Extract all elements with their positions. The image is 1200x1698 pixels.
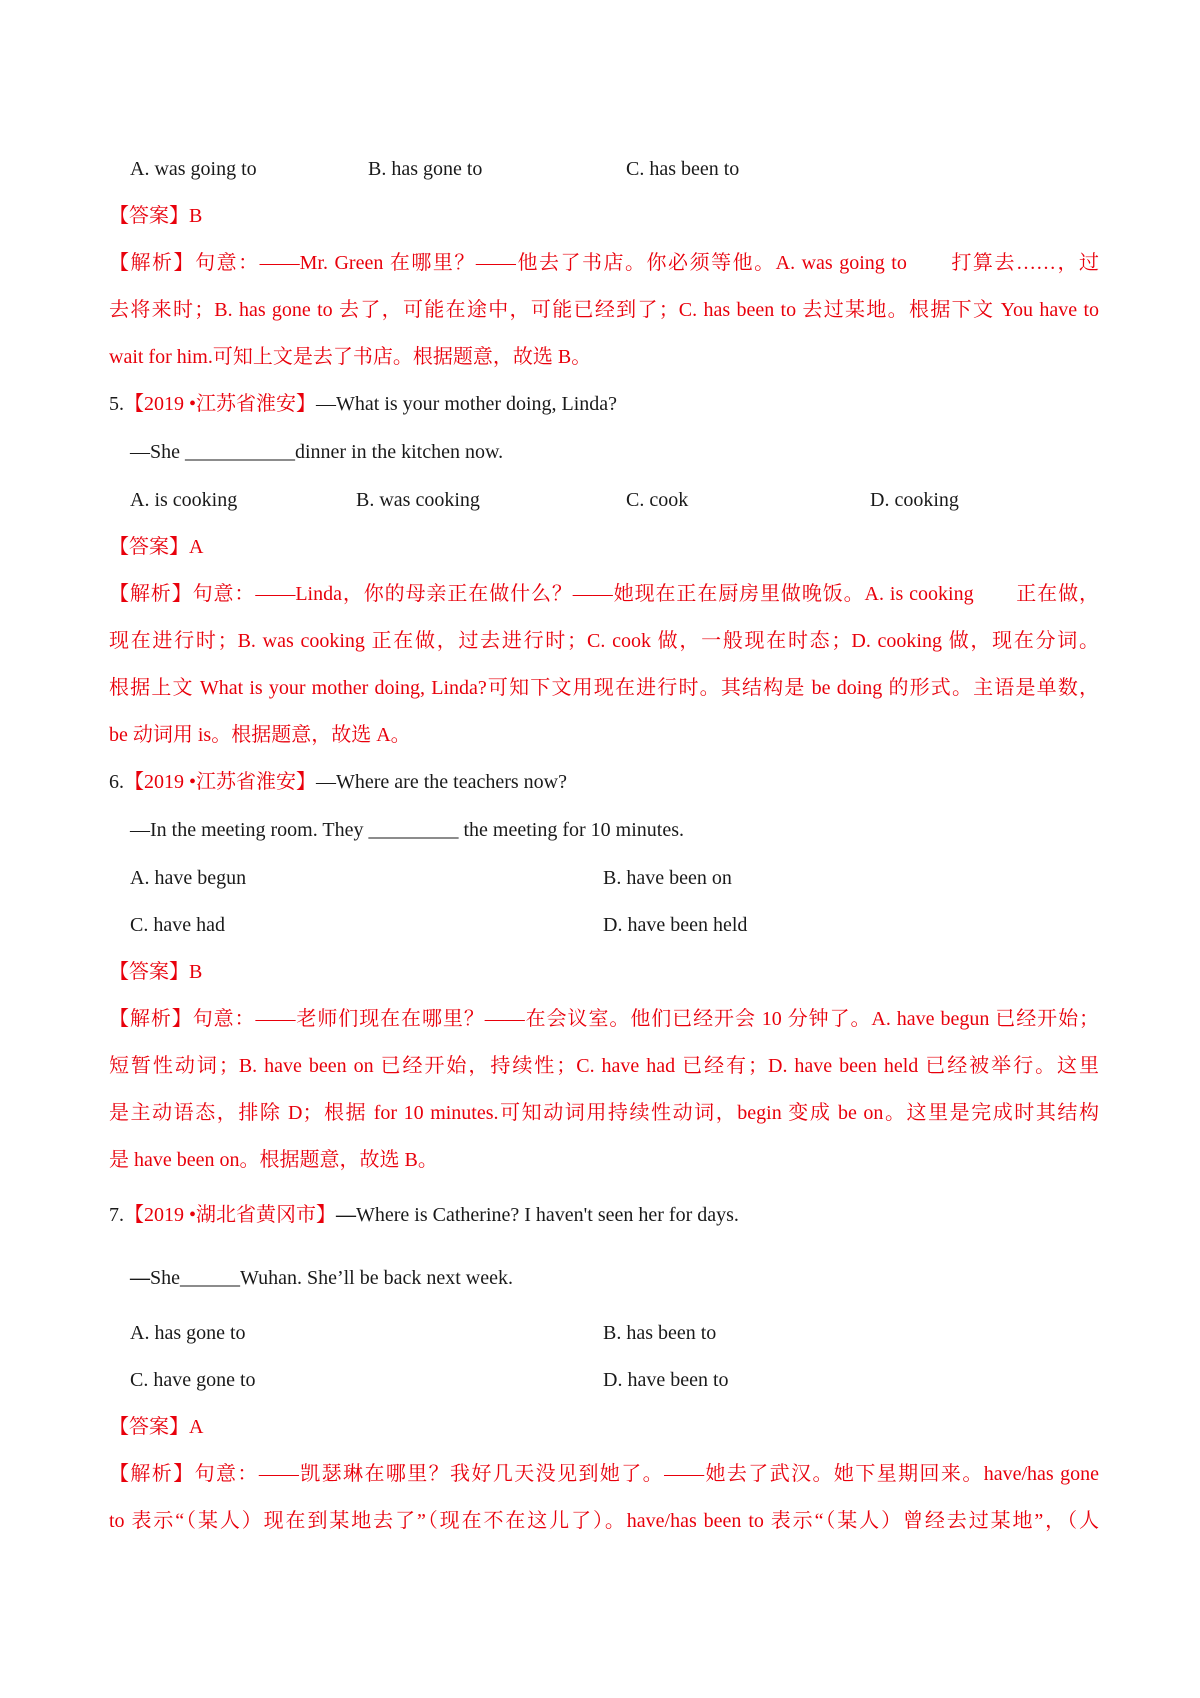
q5-source: 【2019 •江苏省淮安】 xyxy=(124,393,317,415)
q4-analysis-line-3: wait for him.可知上文是去了书店。根据题意，故选 B。 xyxy=(109,346,592,368)
q5-question xyxy=(109,392,1099,416)
q5-analysis-line-1: 【解析】句意：——Linda，你的母亲正在做什么？——她现在正在厨房里做晚饭。A. is cooking 正在做， xyxy=(109,583,1099,605)
q6-analysis-line-2: 短暂性动词；B. have been on 已经开始，持续性；C. have had 已经有；D. have been held 已经被举行。这里 xyxy=(109,1055,1099,1077)
q6-option-b: B. have been on xyxy=(603,867,732,889)
q7-number: 7. xyxy=(109,1204,124,1226)
q7-source: 【2019 •湖北省黄冈市】 xyxy=(124,1204,337,1226)
q7-option-d: D. have been to xyxy=(603,1369,729,1391)
q6-option-d: D. have been held xyxy=(603,914,748,936)
q5-question-text: —What is your mother doing, Linda? xyxy=(316,393,618,415)
q7-analysis-line-1: 【解析】句意：——凯瑟琳在哪里？我好几天没见到她了。——她去了武汉。她下星期回来。have/has gone xyxy=(109,1463,1099,1485)
q5-analysis-line-4: be 动词用 is。根据题意，故选 A。 xyxy=(109,724,411,746)
q7-line-2-dash: — xyxy=(130,1267,150,1289)
q6-question-text: —Where are the teachers now? xyxy=(316,771,567,793)
q7-question xyxy=(109,1203,1099,1227)
q5-option-c: C. cook xyxy=(626,489,689,511)
q5-number: 5. xyxy=(109,393,124,415)
q6-source: 【2019 •江苏省淮安】 xyxy=(124,771,317,793)
q7-option-c: C. have gone to xyxy=(130,1369,256,1391)
q4-analysis-line-1: 【解析】句意：——Mr. Green 在哪里？——他去了书店。你必须等他。A. was going to 打算去……，过 xyxy=(109,252,1099,274)
q6-answer: 【答案】B xyxy=(109,961,203,983)
q6-analysis-line-1: 【解析】句意：——老师们现在在哪里？——在会议室。他们已经开会 10 分钟了。A. have begun 已经开始； xyxy=(109,1008,1099,1030)
q6-question xyxy=(109,770,1099,794)
q7-option-a: A. has gone to xyxy=(130,1322,246,1344)
q7-analysis-line-2: to 表示“（某人）现在到某地去了”（现在不在这儿了）。have/has been to 表示“（某人）曾经去过某地”，（人 xyxy=(109,1510,1099,1532)
q5-line-2: —She ___________dinner in the kitchen now. xyxy=(130,441,504,463)
q6-option-a: A. have begun xyxy=(130,867,247,889)
q7-line-2-text: She______Wuhan. She’ll be back next week. xyxy=(150,1267,513,1289)
q4-option-c: C. has been to xyxy=(626,158,740,180)
q7-option-b: B. has been to xyxy=(603,1322,717,1344)
q5-option-b: B. was cooking xyxy=(356,489,480,511)
q7-question-text: Where is Catherine? I haven't seen her for days. xyxy=(356,1204,739,1226)
q4-option-a: A. was going to xyxy=(130,158,257,180)
q5-option-d: D. cooking xyxy=(870,489,959,511)
q5-answer: 【答案】A xyxy=(109,536,204,558)
q5-analysis-line-2: 现在进行时；B. was cooking 正在做，过去进行时；C. cook 做，一般现在时态；D. cooking 做，现在分词。 xyxy=(109,630,1099,652)
q4-option-b: B. has gone to xyxy=(368,158,483,180)
q4-answer: 【答案】B xyxy=(109,205,203,227)
q6-analysis-line-3: 是主动语态，排除 D；根据 for 10 minutes.可知动词用持续性动词，begin 变成 be on。这里是完成时其结构 xyxy=(109,1102,1099,1124)
q5-option-a: A. is cooking xyxy=(130,489,238,511)
q6-option-c: C. have had xyxy=(130,914,225,936)
q7-answer: 【答案】A xyxy=(109,1416,204,1438)
q5-analysis-line-3: 根据上文 What is your mother doing, Linda?可知下文用现在进行时。其结构是 be doing 的形式。主语是单数， xyxy=(109,677,1099,699)
q6-analysis-line-4: 是 have been on。根据题意，故选 B。 xyxy=(109,1149,438,1171)
q6-number: 6. xyxy=(109,771,124,793)
q7-dash: — xyxy=(336,1204,357,1226)
q6-line-2: —In the meeting room. They _________ the meeting for 10 minutes. xyxy=(130,819,684,841)
q7-line-2 xyxy=(130,1266,1120,1290)
q4-analysis-line-2: 去将来时；B. has gone to 去了，可能在途中，可能已经到了；C. has been to 去过某地。根据下文 You have to xyxy=(109,299,1099,321)
